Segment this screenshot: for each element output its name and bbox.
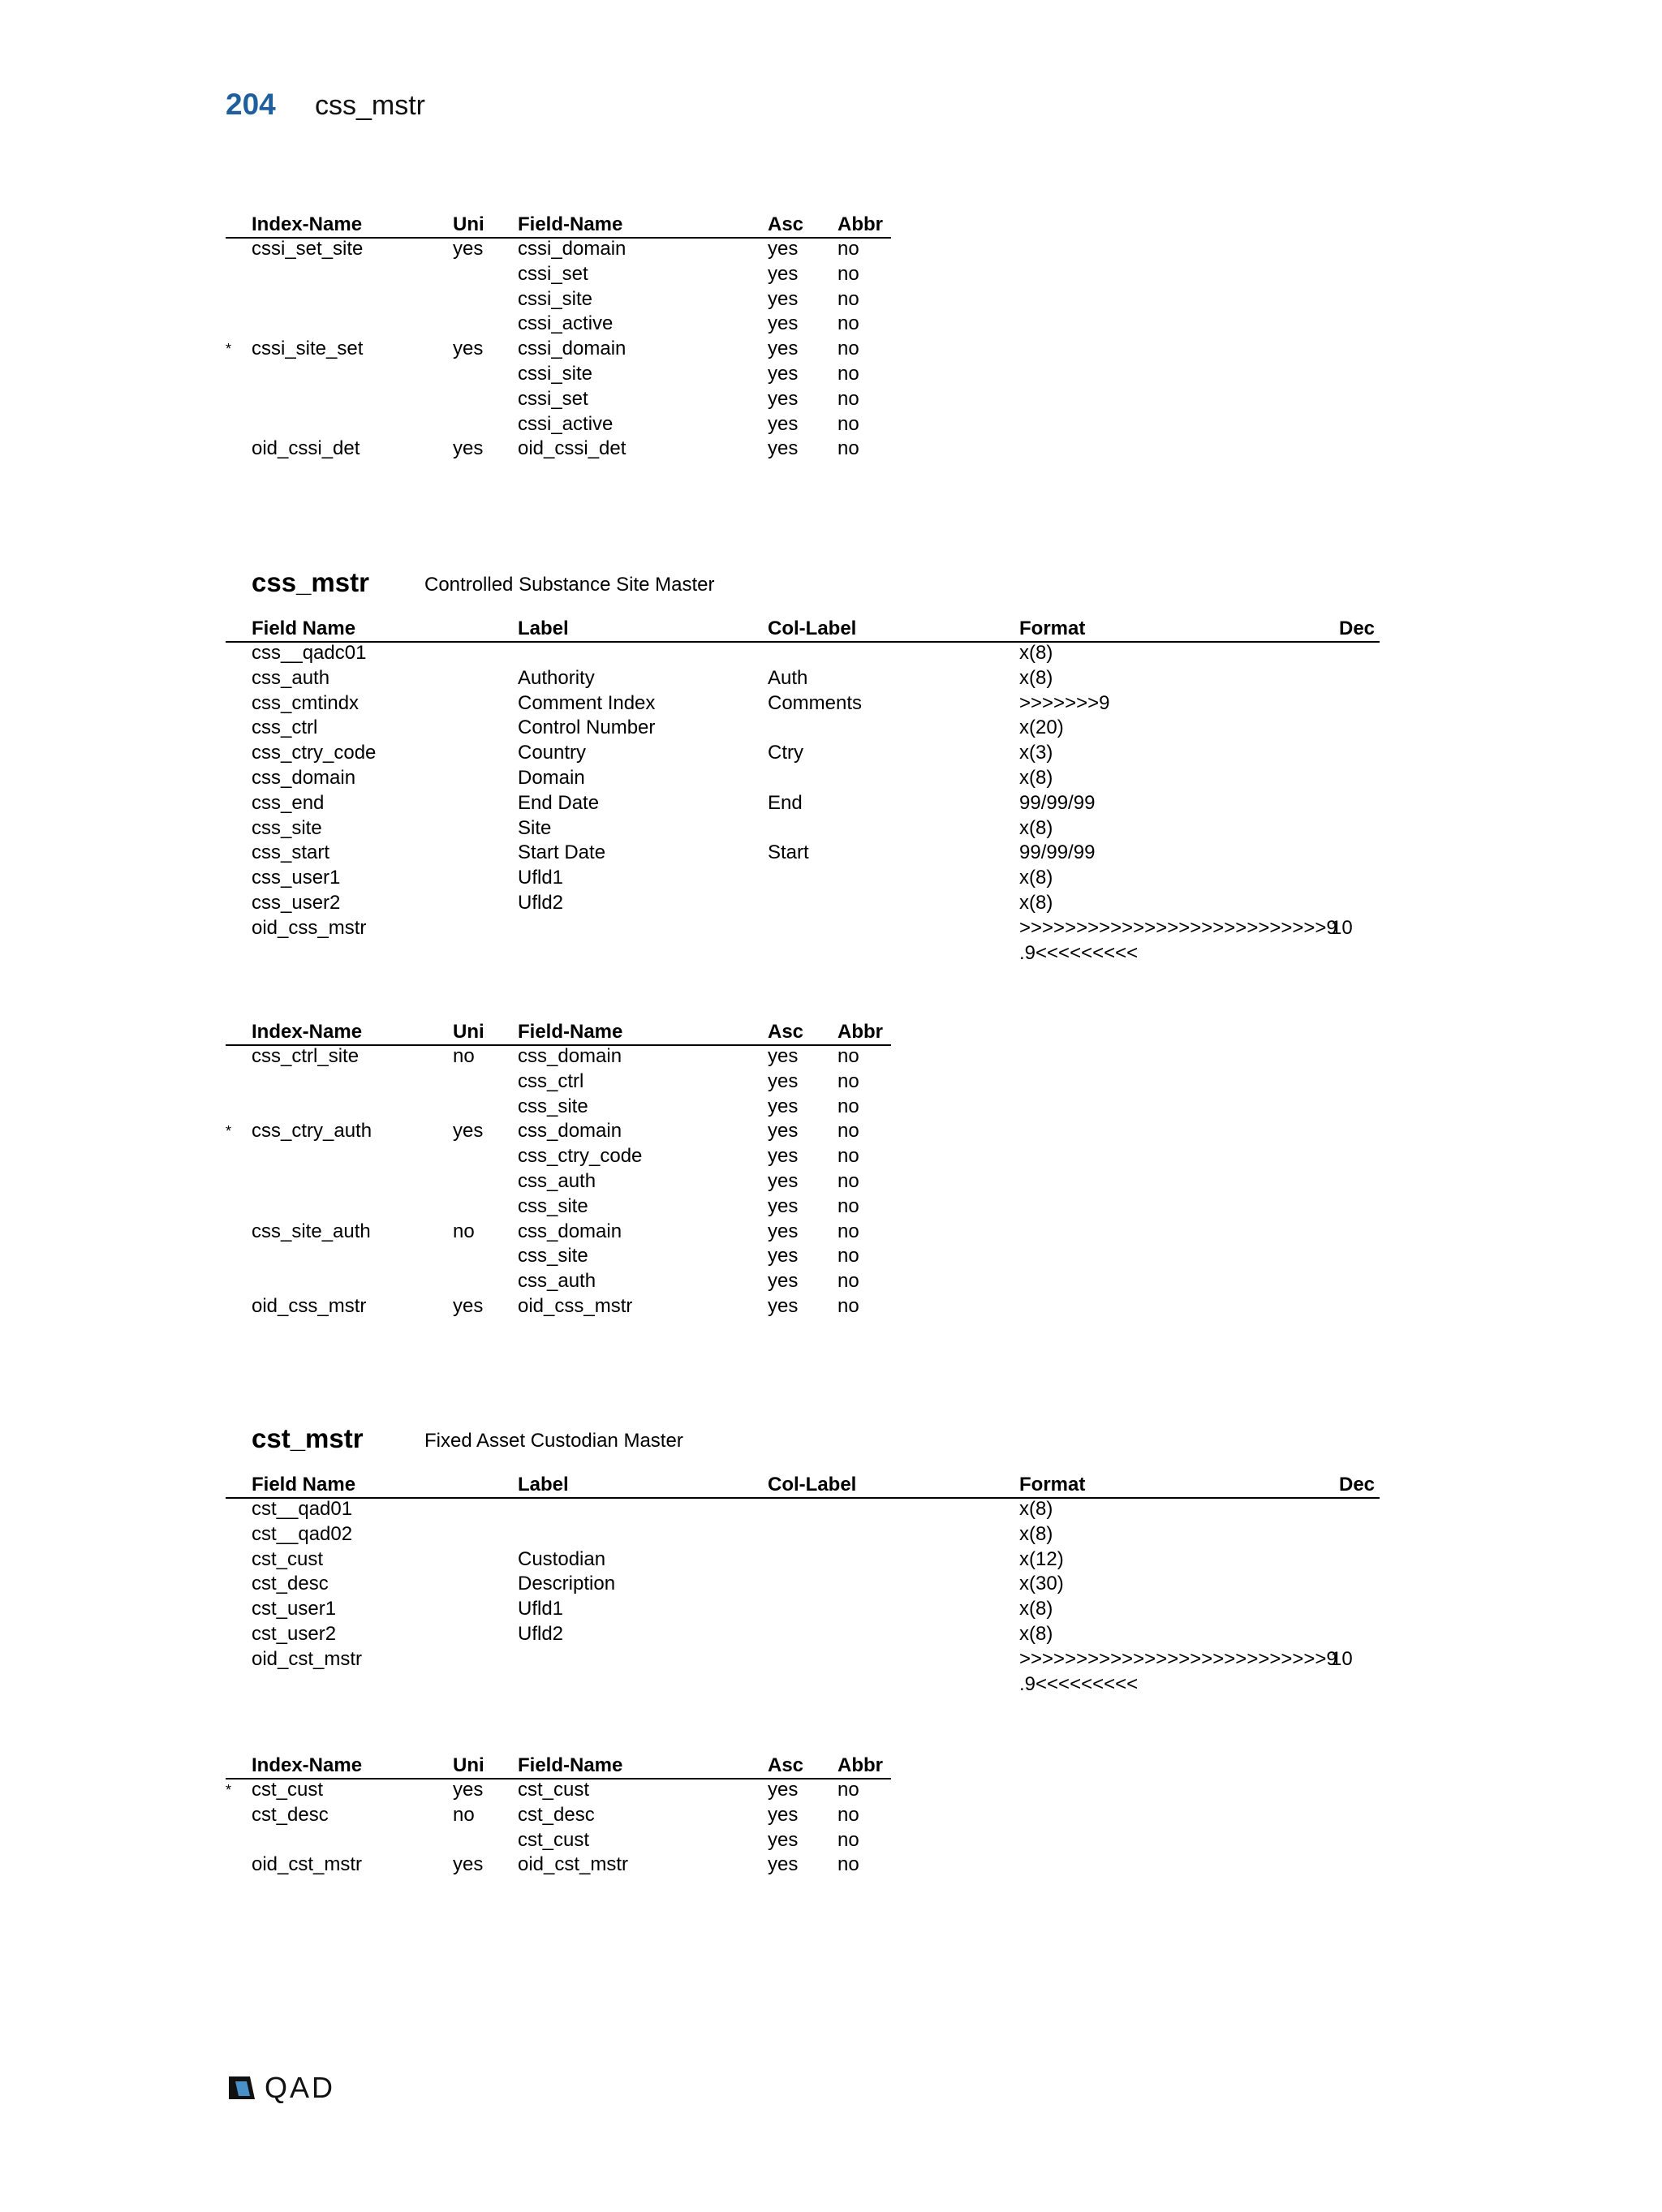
field-name-cell: oid_cssi_det xyxy=(518,437,626,460)
table-row xyxy=(226,239,891,264)
field-name-cell: css_site xyxy=(518,1245,588,1267)
table-row xyxy=(226,1221,891,1246)
table-row xyxy=(226,1599,1380,1624)
label-cell: Ufld1 xyxy=(518,1598,564,1620)
unique-cell: yes xyxy=(453,1120,484,1143)
abbr-cell: no xyxy=(837,1194,859,1217)
table-row xyxy=(226,1674,1380,1699)
field-name-cell: cst_user1 xyxy=(252,1598,337,1620)
index-name-cell: css_ctry_auth xyxy=(252,1120,372,1143)
abbr-cell: no xyxy=(837,287,859,310)
column-header-field-name: Field-Name xyxy=(518,213,623,235)
table-row xyxy=(226,1071,891,1096)
format-cell: x(30) xyxy=(1019,1573,1064,1595)
field-name-cell: css_ctrl xyxy=(252,717,318,739)
abbr-cell: no xyxy=(837,1803,859,1826)
index-name-cell: cssi_site_set xyxy=(252,338,364,360)
column-header-abbr: Abbr xyxy=(837,1754,883,1776)
index-name-cell: cst_desc xyxy=(252,1803,329,1826)
label-cell: Comment Index xyxy=(518,691,656,714)
qad-logo xyxy=(226,2071,335,2105)
field-name-cell: css__qadc01 xyxy=(252,642,367,664)
field-name-cell: css_domain xyxy=(518,1045,622,1067)
field-name-cell: css_start xyxy=(252,841,330,864)
field-name-cell: cssi_active xyxy=(518,312,614,335)
label-cell: Ufld2 xyxy=(518,1622,564,1645)
table-row xyxy=(226,717,1380,742)
abbr-cell: no xyxy=(837,1270,859,1293)
format-cell: >>>>>>>>>>>>>>>>>>>>>>>>>>>9 xyxy=(1019,916,1337,939)
format-cell: x(8) xyxy=(1019,766,1053,789)
format-cell: x(20) xyxy=(1019,717,1064,739)
field-name-cell: css_user2 xyxy=(252,891,341,914)
asc-cell: yes xyxy=(768,437,799,460)
asc-cell: yes xyxy=(768,238,799,260)
column-header-uni: Uni xyxy=(453,213,484,235)
unique-cell: yes xyxy=(453,338,484,360)
column-header-index-name: Index-Name xyxy=(252,1021,363,1043)
format-cell: x(8) xyxy=(1019,1522,1053,1545)
label-cell: Start Date xyxy=(518,841,606,864)
table-header xyxy=(226,1474,1380,1499)
column-header-dec: Dec xyxy=(1339,618,1376,639)
asc-cell: yes xyxy=(768,362,799,385)
table-row xyxy=(226,313,891,338)
abbr-cell: no xyxy=(837,238,859,260)
table-row xyxy=(226,414,891,439)
primary-marker: * xyxy=(226,1782,232,1798)
table-row xyxy=(226,643,1380,668)
field-name-cell: cst__qad01 xyxy=(252,1498,353,1520)
format-cell: x(8) xyxy=(1019,867,1053,889)
field-name-cell: css_site xyxy=(252,816,322,839)
index-name-cell: css_ctrl_site xyxy=(252,1045,360,1067)
asc-cell: yes xyxy=(768,1095,799,1117)
table-row xyxy=(226,1146,891,1171)
table-row xyxy=(226,918,1380,943)
format-cell: x(8) xyxy=(1019,891,1053,914)
asc-cell: yes xyxy=(768,1194,799,1217)
asc-cell: yes xyxy=(768,1270,799,1293)
field-name-cell: css_site xyxy=(518,1095,588,1117)
cst-mstr-title: cst_mstr xyxy=(252,1423,364,1453)
index-name-cell: oid_cssi_det xyxy=(252,437,360,460)
unique-cell: yes xyxy=(453,437,484,460)
asc-cell: yes xyxy=(768,1803,799,1826)
abbr-cell: no xyxy=(837,412,859,435)
column-header-index-name: Index-Name xyxy=(252,1754,363,1776)
table-row xyxy=(226,1854,891,1879)
column-header-label: Label xyxy=(518,618,569,639)
asc-cell: yes xyxy=(768,1294,799,1317)
table-row xyxy=(226,1196,891,1221)
column-header-uni: Uni xyxy=(453,1754,484,1776)
col-label-cell: Auth xyxy=(768,666,808,689)
field-name-cell: cssi_domain xyxy=(518,238,626,260)
column-header-asc: Asc xyxy=(768,213,804,235)
unique-cell: no xyxy=(453,1220,475,1242)
label-cell: Ufld1 xyxy=(518,867,564,889)
column-header-asc: Asc xyxy=(768,1021,804,1043)
field-name-cell: css_auth xyxy=(518,1270,596,1293)
asc-cell: yes xyxy=(768,1779,799,1801)
index-name-cell: oid_css_mstr xyxy=(252,1294,367,1317)
table-row xyxy=(226,793,1380,818)
field-name-cell: cst_user2 xyxy=(252,1622,337,1645)
table-row xyxy=(226,338,891,364)
column-header-field-name: Field Name xyxy=(252,1474,356,1495)
unique-cell: yes xyxy=(453,1294,484,1317)
field-name-cell: css_domain xyxy=(252,766,356,789)
unique-cell: no xyxy=(453,1803,475,1826)
field-name-cell: css_ctry_code xyxy=(252,742,377,764)
table-row xyxy=(226,1171,891,1196)
label-cell: Custodian xyxy=(518,1547,606,1570)
label-cell: Domain xyxy=(518,766,585,789)
asc-cell: yes xyxy=(768,1853,799,1876)
table-row xyxy=(226,1046,891,1071)
format-cell: >>>>>>>>>>>>>>>>>>>>>>>>>>>9 xyxy=(1019,1647,1337,1670)
table-row xyxy=(226,1624,1380,1649)
table-row xyxy=(226,1830,891,1855)
field-name-cell: cssi_site xyxy=(518,362,593,385)
dec-cell: 10 xyxy=(1331,916,1353,939)
asc-cell: yes xyxy=(768,338,799,360)
label-cell: Control Number xyxy=(518,717,656,739)
abbr-cell: no xyxy=(837,338,859,360)
column-header-index-name: Index-Name xyxy=(252,213,363,235)
field-name-cell: css_cmtindx xyxy=(252,691,360,714)
abbr-cell: no xyxy=(837,1245,859,1267)
field-name-cell: css_auth xyxy=(252,666,330,689)
table-row xyxy=(226,1271,891,1296)
table-row xyxy=(226,1805,891,1830)
table-row xyxy=(226,842,1380,867)
table-row xyxy=(226,1246,891,1271)
abbr-cell: no xyxy=(837,1069,859,1092)
field-name-cell: cst_desc xyxy=(518,1803,595,1826)
index-name-cell: oid_cst_mstr xyxy=(252,1853,363,1876)
format-cell: >>>>>>>9 xyxy=(1019,691,1110,714)
asc-cell: yes xyxy=(768,412,799,435)
table-header xyxy=(226,1022,891,1046)
abbr-cell: no xyxy=(837,1045,859,1067)
asc-cell: yes xyxy=(768,1120,799,1143)
column-header-abbr: Abbr xyxy=(837,213,883,235)
asc-cell: yes xyxy=(768,262,799,285)
field-name-cell: cst_desc xyxy=(252,1573,329,1595)
column-header-label: Label xyxy=(518,1474,569,1495)
css-mstr-title: css_mstr xyxy=(252,567,369,597)
field-name-cell: css_ctrl xyxy=(518,1069,584,1092)
abbr-cell: no xyxy=(837,1779,859,1801)
table-row xyxy=(226,1779,891,1805)
table-row xyxy=(226,742,1380,768)
abbr-cell: no xyxy=(837,1145,859,1168)
format-cell: .9<<<<<<<<< xyxy=(1019,1672,1139,1695)
asc-cell: yes xyxy=(768,1045,799,1067)
label-cell: Authority xyxy=(518,666,595,689)
table-header xyxy=(226,618,1380,643)
dec-cell: 10 xyxy=(1331,1647,1353,1670)
column-header-field-name: Field Name xyxy=(252,618,356,639)
field-name-cell: cssi_site xyxy=(518,287,593,310)
column-header-col-label: Col-Label xyxy=(768,1474,857,1495)
table-row xyxy=(226,693,1380,718)
label-cell: Site xyxy=(518,816,552,839)
table-row xyxy=(226,1499,1380,1524)
col-label-cell: Start xyxy=(768,841,809,864)
format-cell: x(8) xyxy=(1019,1622,1053,1645)
cst-mstr-index-table xyxy=(226,1755,891,1879)
field-name-cell: oid_cst_mstr xyxy=(252,1647,363,1670)
format-cell: 99/99/99 xyxy=(1019,791,1096,814)
col-label-cell: Ctry xyxy=(768,742,803,764)
abbr-cell: no xyxy=(837,1120,859,1143)
table-row xyxy=(226,1649,1380,1674)
asc-cell: yes xyxy=(768,312,799,335)
column-header-uni: Uni xyxy=(453,1021,484,1043)
column-header-col-label: Col-Label xyxy=(768,618,857,639)
column-header-field-name: Field-Name xyxy=(518,1754,623,1776)
field-name-cell: css_domain xyxy=(518,1120,622,1143)
abbr-cell: no xyxy=(837,262,859,285)
qad-logo-mark-icon xyxy=(226,2073,258,2102)
column-header-format: Format xyxy=(1019,1474,1086,1495)
field-name-cell: css_site xyxy=(518,1194,588,1217)
field-name-cell: css_auth xyxy=(518,1169,596,1192)
table-row xyxy=(226,1573,1380,1599)
field-name-cell: oid_css_mstr xyxy=(252,916,367,939)
abbr-cell: no xyxy=(837,1095,859,1117)
label-cell: Country xyxy=(518,742,587,764)
format-cell: .9<<<<<<<<< xyxy=(1019,941,1139,964)
table-row xyxy=(226,1549,1380,1574)
index-name-cell: css_site_auth xyxy=(252,1220,371,1242)
asc-cell: yes xyxy=(768,1220,799,1242)
field-name-cell: css_user1 xyxy=(252,867,341,889)
column-header-dec: Dec xyxy=(1339,1474,1376,1495)
abbr-cell: no xyxy=(837,1294,859,1317)
column-header-format: Format xyxy=(1019,618,1086,639)
field-name-cell: css_ctry_code xyxy=(518,1145,643,1168)
field-name-cell: cst_cust xyxy=(252,1547,324,1570)
css-mstr-index-table xyxy=(226,1022,891,1321)
cst-mstr-field-table xyxy=(226,1474,1380,1698)
unique-cell: yes xyxy=(453,1779,484,1801)
index-name-cell: cst_cust xyxy=(252,1779,324,1801)
format-cell: x(8) xyxy=(1019,1598,1053,1620)
column-header-field-name: Field-Name xyxy=(518,1021,623,1043)
table-row xyxy=(226,867,1380,893)
abbr-cell: no xyxy=(837,1169,859,1192)
cst-mstr-description: Fixed Asset Custodian Master xyxy=(424,1430,683,1452)
asc-cell: yes xyxy=(768,1245,799,1267)
abbr-cell: no xyxy=(837,1220,859,1242)
field-name-cell: cst_cust xyxy=(518,1828,590,1851)
asc-cell: yes xyxy=(768,387,799,410)
abbr-cell: no xyxy=(837,1828,859,1851)
field-name-cell: oid_css_mstr xyxy=(518,1294,633,1317)
format-cell: x(8) xyxy=(1019,642,1053,664)
table-row xyxy=(226,668,1380,693)
field-name-cell: css_end xyxy=(252,791,325,814)
table-row xyxy=(226,893,1380,918)
format-cell: x(8) xyxy=(1019,1498,1053,1520)
unique-cell: yes xyxy=(453,1853,484,1876)
asc-cell: yes xyxy=(768,287,799,310)
table-row xyxy=(226,768,1380,793)
table-header xyxy=(226,214,891,239)
running-title: css_mstr xyxy=(315,90,425,121)
unique-cell: yes xyxy=(453,238,484,260)
format-cell: 99/99/99 xyxy=(1019,841,1096,864)
table-row xyxy=(226,264,891,289)
table-row xyxy=(226,943,1380,968)
format-cell: x(12) xyxy=(1019,1547,1064,1570)
table-row xyxy=(226,289,891,314)
field-name-cell: cst__qad02 xyxy=(252,1522,353,1545)
page-number: 204 xyxy=(226,88,276,121)
index-name-cell: cssi_set_site xyxy=(252,238,364,260)
table-row xyxy=(226,1121,891,1146)
format-cell: x(8) xyxy=(1019,666,1053,689)
field-name-cell: cssi_domain xyxy=(518,338,626,360)
table-row xyxy=(226,1296,891,1321)
format-cell: x(3) xyxy=(1019,742,1053,764)
col-label-cell: Comments xyxy=(768,691,863,714)
field-name-cell: css_domain xyxy=(518,1220,622,1242)
css-mstr-description: Controlled Substance Site Master xyxy=(424,574,715,596)
table-header xyxy=(226,1755,891,1779)
label-cell: End Date xyxy=(518,791,600,814)
field-name-cell: cssi_set xyxy=(518,262,588,285)
asc-cell: yes xyxy=(768,1145,799,1168)
table-row xyxy=(226,438,891,463)
css-mstr-field-table xyxy=(226,618,1380,967)
field-name-cell: cssi_active xyxy=(518,412,614,435)
primary-marker: * xyxy=(226,1123,232,1140)
label-cell: Ufld2 xyxy=(518,891,564,914)
column-header-asc: Asc xyxy=(768,1754,804,1776)
abbr-cell: no xyxy=(837,387,859,410)
field-name-cell: cssi_set xyxy=(518,387,588,410)
unique-cell: no xyxy=(453,1045,475,1067)
table-row xyxy=(226,389,891,414)
col-label-cell: End xyxy=(768,791,803,814)
asc-cell: yes xyxy=(768,1069,799,1092)
abbr-cell: no xyxy=(837,362,859,385)
abbr-cell: no xyxy=(837,437,859,460)
table-row xyxy=(226,1096,891,1121)
table-row xyxy=(226,1524,1380,1549)
column-header-abbr: Abbr xyxy=(837,1021,883,1043)
abbr-cell: no xyxy=(837,312,859,335)
table-row xyxy=(226,364,891,389)
asc-cell: yes xyxy=(768,1169,799,1192)
abbr-cell: no xyxy=(837,1853,859,1876)
format-cell: x(8) xyxy=(1019,816,1053,839)
qad-logo-text: QAD xyxy=(265,2071,336,2104)
table-row xyxy=(226,818,1380,843)
field-name-cell: oid_cst_mstr xyxy=(518,1853,629,1876)
field-name-cell: cst_cust xyxy=(518,1779,590,1801)
cssi-index-table xyxy=(226,214,891,463)
asc-cell: yes xyxy=(768,1828,799,1851)
primary-marker: * xyxy=(226,341,232,358)
label-cell: Description xyxy=(518,1573,616,1595)
